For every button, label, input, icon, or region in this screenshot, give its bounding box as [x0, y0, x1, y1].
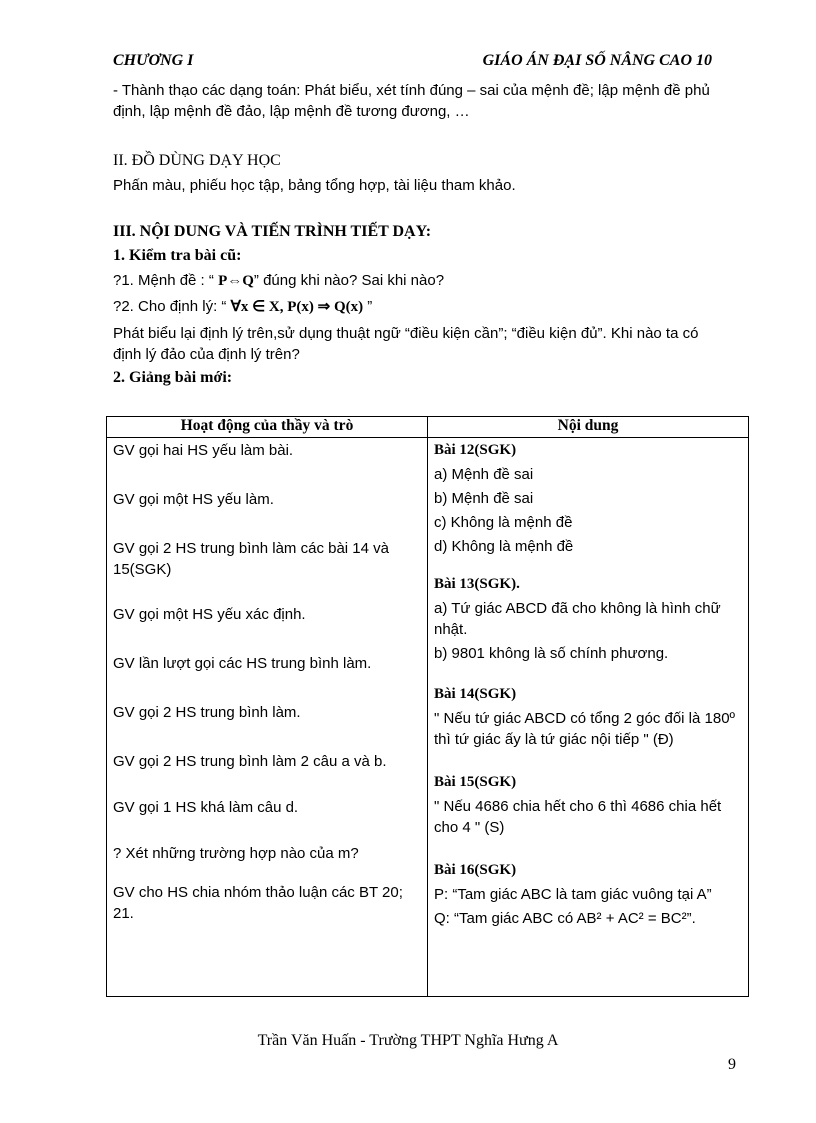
activities-cell — [107, 438, 428, 997]
activity-item: GV cho HS chia nhóm thảo luận các BT 20; 21. — [113, 884, 403, 922]
exercise-12-item: d) Không là mệnh đề — [434, 538, 574, 555]
exercise-13-title: Bài 13(SGK). — [434, 576, 520, 592]
exercise-16-p: P: “Tam giác ABC là tam giác vuông tại A” — [434, 886, 712, 903]
col-header-content: Nội dung — [428, 417, 749, 438]
exercise-12-item: c) Không là mệnh đề — [434, 514, 573, 531]
activity-item: GV gọi một HS yếu làm. — [113, 491, 274, 508]
activity-item: GV gọi 2 HS trung bình làm các bài 14 và 15(SGK) — [113, 540, 389, 578]
lesson-table — [106, 416, 749, 997]
document-body — [113, 80, 725, 388]
exercise-13-item: b) 9801 không là số chính phương. — [434, 645, 669, 662]
chapter-label: CHƯƠNG I — [113, 52, 194, 69]
section-2-text: Phấn màu, phiếu học tập, bảng tổng hợp, tài liệu tham khảo. — [113, 177, 516, 194]
table-row — [107, 438, 749, 997]
subsection-2-title: 2. Giảng bài mới: — [113, 369, 233, 386]
exercise-16-title: Bài 16(SGK) — [434, 862, 517, 878]
skills-paragraph: - Thành thạo các dạng toán: Phát biểu, xét tính đúng – sai của mệnh đề; lập mệnh đề phủ định, lập mệnh đề đảo, lập mệnh đề tương đương, … — [113, 82, 710, 120]
activity-item: GV gọi hai HS yếu làm bài. — [113, 442, 294, 459]
table-header-row — [107, 417, 749, 438]
question-2 — [113, 296, 725, 318]
activity-item: GV gọi 2 HS trung bình làm. — [113, 704, 301, 721]
section-3-title: III. NỘI DUNG VÀ TIẾN TRÌNH TIẾT DẠY: — [113, 223, 432, 240]
exercise-15-title: Bài 15(SGK) — [434, 774, 517, 790]
subsection-1-title: 1. Kiểm tra bài cũ: — [113, 247, 242, 264]
question-2-text: Phát biểu lại định lý trên,sử dụng thuật ngữ “điều kiện cần”; “điều kiện đủ”. Khi nào ta có định lý đảo của định lý trên? — [113, 325, 699, 363]
exercise-12-title: Bài 12(SGK) — [434, 442, 517, 458]
question-1-prefix: ?1. Mệnh đề : “ — [113, 272, 219, 289]
col-header-activities: Hoạt động của thầy và trò — [107, 417, 428, 438]
exercise-14-text: " Nếu tứ giác ABCD có tổng 2 góc đối là 180º thì tứ giác ấy là tứ giác nội tiếp " (Đ) — [434, 710, 736, 748]
activity-item: ? Xét những trường hợp nào của m? — [113, 845, 359, 862]
exercise-13-item: a) Tứ giác ABCD đã cho không là hình chữ nhật. — [434, 600, 721, 638]
question-1 — [113, 270, 725, 292]
exercise-16-q: Q: “Tam giác ABC có AB² + AC² = BC²”. — [434, 910, 696, 927]
section-2-title: II. ĐỒ DÙNG DẠY HỌC — [113, 152, 281, 169]
question-1-formula: P⇔Q — [218, 273, 254, 289]
question-2-suffix: ” — [363, 298, 373, 315]
question-2-prefix: ?2. Cho định lý: “ — [113, 298, 231, 315]
exercise-12-item: a) Mệnh đề sai — [434, 466, 534, 483]
footer-author: Trần Văn Huấn - Trường THPT Nghĩa Hưng A — [257, 1032, 559, 1049]
activity-item: GV gọi 1 HS khá làm câu d. — [113, 799, 299, 816]
question-2-formula: ∀x ∈ X, P(x) ⇒ Q(x) — [230, 299, 364, 315]
activity-item: GV gọi 2 HS trung bình làm 2 câu a và b. — [113, 753, 387, 770]
exercise-15-text: " Nếu 4686 chia hết cho 6 thì 4686 chia hết cho 4 " (S) — [434, 798, 722, 836]
question-1-suffix: ” đúng khi nào? Sai khi nào? — [253, 272, 445, 289]
activity-item: GV gọi một HS yếu xác định. — [113, 606, 306, 623]
book-title: GIÁO ÁN ĐẠI SỐ NÂNG CAO 10 — [482, 52, 712, 69]
page-number: 9 — [728, 1056, 736, 1073]
exercise-14-title: Bài 14(SGK) — [434, 686, 517, 702]
activity-item: GV lần lượt gọi các HS trung bình làm. — [113, 655, 372, 672]
content-cell — [428, 438, 749, 997]
exercise-12-item: b) Mệnh đề sai — [434, 490, 534, 507]
